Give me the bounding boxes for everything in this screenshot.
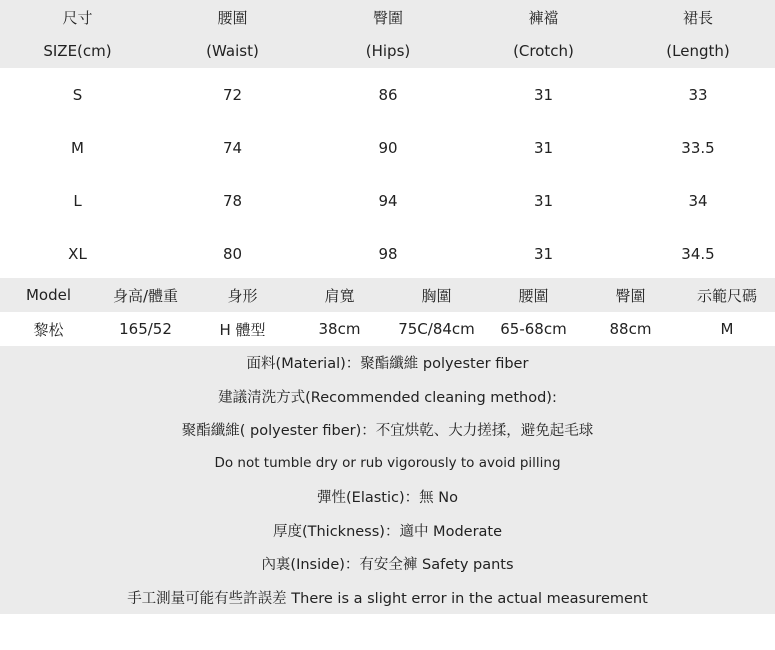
cleaning-note-zh: 聚酯纖維( polyester fiber)：不宜烘乾、大力搓揉，避免起毛球 [181,423,594,440]
hips-cell: 94 [378,191,398,210]
table-row [0,227,775,280]
model-header-size-worn: 示範尺碼 [696,286,757,305]
header-hips-zh: 臀圍 [372,8,403,27]
model-table-header [0,278,775,312]
model-header-name: Model [25,286,72,304]
model-header-shoulder: 肩寬 [324,286,355,305]
inside-line: 內裏(Inside)：有安全褲 Safety pants [261,557,514,574]
header-hips-en: (Hips) [365,42,411,60]
model-height-weight: 165/52 [119,320,172,338]
elastic-line: 彈性(Elastic)：無 No [317,490,458,507]
size-cell: XL [68,244,87,263]
model-header-waist: 腰圍 [518,286,549,305]
model-shoulder: 38cm [318,320,361,338]
model-header-height-weight: 身高/體重 [112,286,179,305]
header-size-zh: 尺寸 [62,8,93,27]
header-length-en: (Length) [666,42,730,60]
model-size-worn: M [720,320,734,338]
model-header-bust: 胸圍 [421,286,452,305]
hips-cell: 90 [378,138,398,157]
material-line: 面料(Material)：聚酯纖維 polyester fiber [246,356,529,373]
waist-cell: 80 [222,244,243,263]
crotch-cell: 31 [533,191,554,210]
table-row [0,121,775,174]
product-info-block [0,346,775,614]
header-crotch-en: (Crotch) [513,42,574,60]
model-header-hips: 臀圍 [615,286,646,305]
hips-cell: 98 [378,244,398,263]
model-bust: 75C/84cm [398,320,475,338]
thickness-line: 厚度(Thickness)：適中 Moderate [272,523,503,540]
size-table-body [0,68,775,278]
measurement-note: 手工測量可能有些許誤差 There is a slight error in the actual measurement [127,590,648,607]
size-table-header [0,0,775,68]
size-cell: S [72,85,83,104]
crotch-cell: 31 [533,138,554,157]
header-waist-en: (Waist) [206,42,259,60]
size-header-zh-row [0,0,775,34]
size-header-en-row [0,34,775,68]
model-body-shape: H 體型 [219,320,266,339]
crotch-cell: 31 [533,244,554,263]
size-cell: L [73,191,82,210]
header-waist-zh: 腰圍 [217,8,248,27]
length-cell: 33.5 [681,138,715,157]
model-header-body-shape: 身形 [227,286,258,305]
table-row [0,174,775,227]
waist-cell: 72 [222,85,243,104]
table-row [0,68,775,121]
header-crotch-zh: 褲襠 [528,8,559,27]
waist-cell: 78 [222,191,243,210]
crotch-cell: 31 [533,85,554,104]
length-cell: 33 [688,85,708,104]
model-waist: 65-68cm [500,320,567,338]
model-table-row [0,312,775,346]
header-size-en: SIZE(cm) [43,42,112,60]
header-length-zh: 裙長 [682,8,713,27]
size-cell: M [71,138,84,157]
length-cell: 34 [688,191,708,210]
length-cell: 34.5 [681,244,715,263]
hips-cell: 86 [378,85,398,104]
cleaning-method-title: 建議清洗方式(Recommended cleaning method): [218,389,557,406]
cleaning-note-en: Do not tumble dry or rub vigorously to avoid pilling [214,455,561,472]
waist-cell: 74 [222,138,243,157]
model-hips: 88cm [609,320,652,338]
model-name: 黎松 [33,320,64,339]
